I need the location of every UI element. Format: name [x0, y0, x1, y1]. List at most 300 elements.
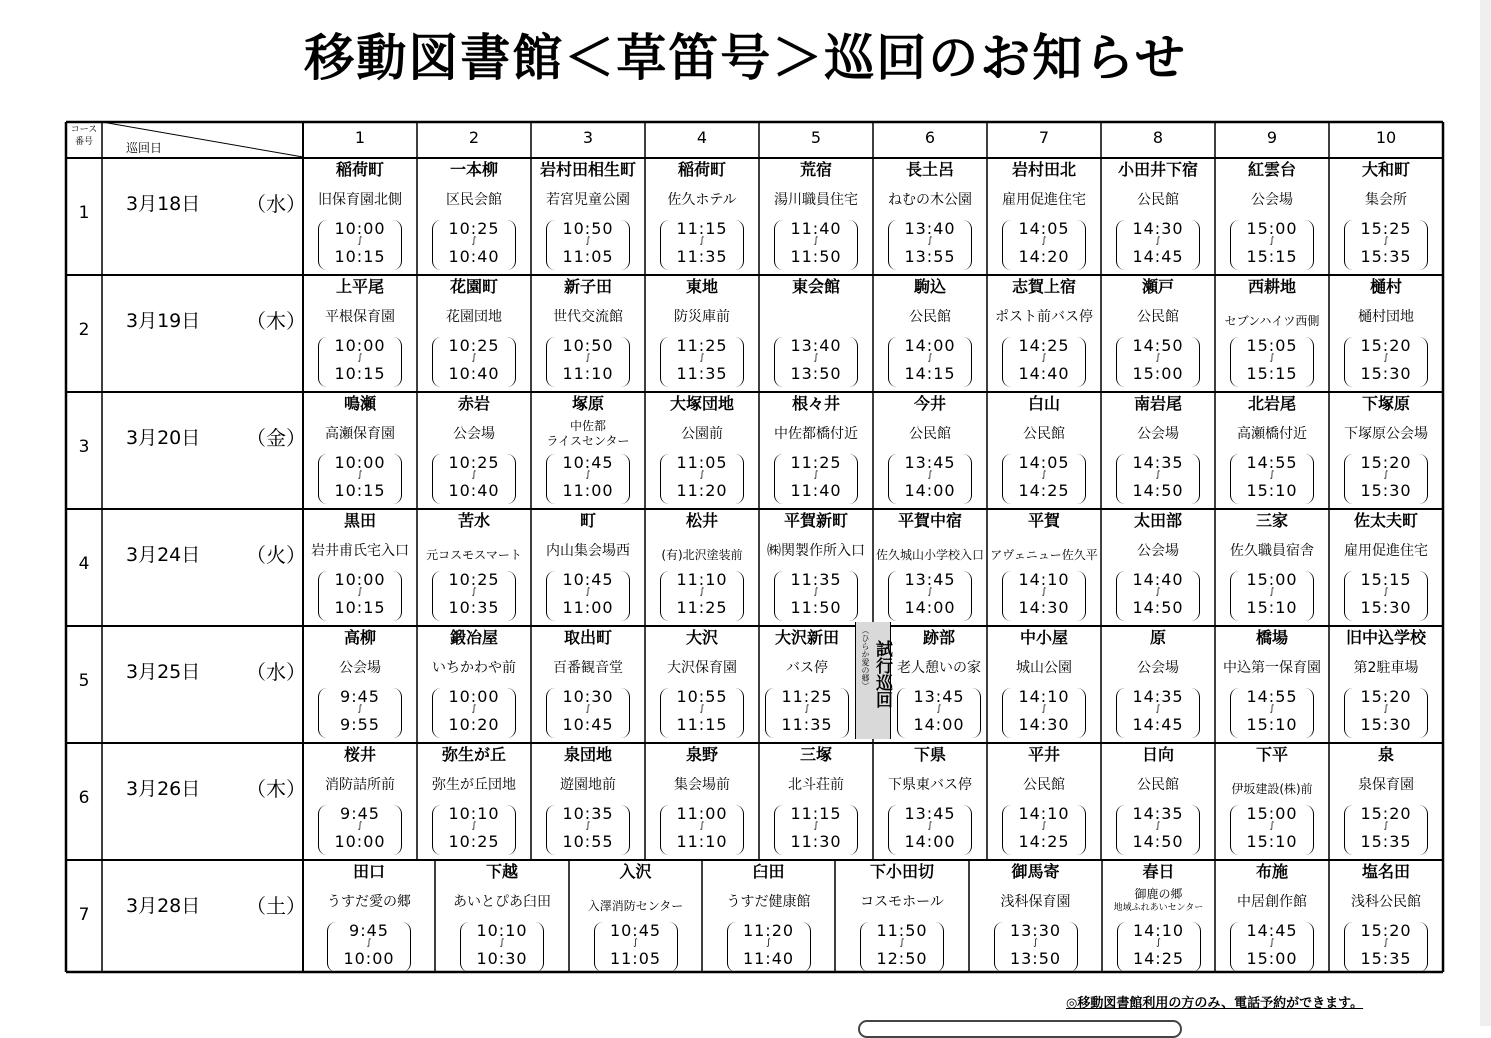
stop-time-range: [1344, 922, 1428, 972]
stop-cell: [873, 743, 987, 858]
stop-location: 公民館: [909, 309, 951, 325]
start-time: 10:30: [562, 687, 614, 706]
end-time: 15:30: [1360, 364, 1412, 383]
end-time: 14:45: [1132, 247, 1184, 266]
stop-time-range: [660, 571, 744, 621]
start-time: 15:25: [1360, 219, 1412, 238]
stop-time-range: [432, 805, 516, 855]
start-time: 14:10: [1018, 804, 1070, 823]
stop-location: あいとぴあ臼田: [453, 894, 551, 910]
stop-location: 公会場: [339, 660, 381, 676]
stop-area-name: 御馬寄: [1011, 862, 1060, 881]
start-time: 10:00: [334, 453, 386, 472]
start-time: 14:10: [1018, 570, 1070, 589]
stop-cell: [417, 626, 531, 741]
time-separator: ∫: [471, 587, 477, 597]
start-time: 10:00: [334, 570, 386, 589]
end-time: 14:25: [1018, 481, 1070, 500]
stop-cell: [645, 743, 759, 858]
end-time: 11:00: [562, 481, 614, 500]
stop-area-name: 赤岩: [457, 394, 490, 413]
start-time: 15:15: [1360, 570, 1412, 589]
stop-location: 公会場: [453, 426, 495, 442]
end-time: 14:30: [1018, 715, 1070, 734]
stop-time-range: [660, 688, 744, 738]
time-separator: ∫: [1269, 821, 1275, 831]
stop-location-line2: ライスセンター: [546, 434, 630, 448]
stop-location: うすだ健康館: [726, 894, 811, 910]
start-time: 13:40: [790, 336, 842, 355]
start-time: 13:40: [904, 219, 956, 238]
stop-area-name: 荒宿: [799, 160, 832, 179]
stop-location: ねむの木公園: [888, 192, 972, 208]
start-time: 14:35: [1132, 804, 1184, 823]
stop-cell: [645, 158, 759, 273]
stop-area-name: 高柳: [343, 628, 376, 647]
stop-cell: [987, 158, 1101, 273]
stop-location: いちかわや前: [432, 660, 516, 676]
stop-time-range: [546, 805, 630, 855]
stop-location: 集会場前: [674, 777, 730, 793]
time-separator: ∫: [1269, 353, 1275, 363]
stop-area-name: 平井: [1027, 745, 1060, 764]
time-separator: ∫: [1041, 353, 1047, 363]
stop-cell: [1215, 158, 1329, 273]
stop-area-name: 大沢: [685, 628, 718, 647]
route-date: 3月26日: [126, 778, 201, 800]
time-separator: ∫: [927, 821, 933, 831]
time-separator: ∫: [1155, 821, 1161, 831]
stop-location: 公会場: [1137, 426, 1179, 442]
course-number: 5: [78, 671, 90, 691]
stop-cell: [1329, 743, 1443, 858]
end-time: 10:00: [334, 832, 386, 851]
start-time: 13:45: [904, 453, 956, 472]
stop-cell: [645, 392, 759, 507]
stop-location: 公民館: [909, 426, 951, 442]
end-time: 14:00: [913, 715, 965, 734]
stop-area-name: 三家: [1255, 511, 1288, 530]
end-time: 14:50: [1132, 481, 1184, 500]
stop-location: 旧保育園北側: [318, 192, 402, 208]
stop-time-range: [774, 220, 858, 270]
stop-cell: [417, 392, 531, 507]
start-time: 9:45: [340, 804, 380, 823]
stop-area-name: 下越: [485, 862, 518, 881]
time-separator: ∫: [471, 470, 477, 480]
column-header-5: 5: [810, 128, 822, 147]
stop-location: 佐久ホテル: [667, 192, 737, 208]
column-header-2: 2: [468, 128, 480, 147]
stop-time-range: [1002, 454, 1086, 504]
end-time: 11:25: [676, 598, 728, 617]
stop-area-name: 太田部: [1133, 511, 1182, 530]
stop-time-range: [1002, 688, 1086, 738]
time-separator: ∫: [927, 353, 933, 363]
stop-location: 平根保育園: [325, 309, 395, 325]
stop-area-name: 大塚団地: [669, 394, 734, 413]
end-time: 15:10: [1246, 598, 1298, 617]
start-time: 13:45: [913, 687, 965, 706]
start-time: 14:55: [1246, 687, 1298, 706]
stop-cell: [531, 158, 645, 273]
end-time: 14:00: [904, 832, 956, 851]
end-time: 11:10: [562, 364, 614, 383]
stop-time-range: [432, 454, 516, 504]
time-separator: ∫: [1383, 353, 1389, 363]
stop-location: 浅科公民館: [1351, 894, 1421, 910]
start-time: 14:30: [1132, 219, 1184, 238]
trial-route-marker: [855, 622, 891, 739]
start-time: 14:55: [1246, 453, 1298, 472]
stop-location: 老人憩いの家: [897, 660, 981, 676]
stop-cell: [1101, 509, 1215, 624]
stop-time-range: [546, 454, 630, 504]
stop-time-range: [1002, 337, 1086, 387]
stop-location: 泉保育園: [1358, 777, 1414, 793]
stop-time-range: [765, 688, 849, 738]
end-time: 10:20: [448, 715, 500, 734]
start-time: 10:00: [448, 687, 500, 706]
stop-area-name: 佐太夫町: [1353, 511, 1418, 530]
time-separator: ∫: [699, 236, 705, 246]
time-separator: ∫: [699, 821, 705, 831]
time-separator: ∫: [585, 353, 591, 363]
time-separator: ∫: [1383, 587, 1389, 597]
stop-location: アヴェニュー佐久平: [990, 548, 1098, 562]
end-time: 11:35: [676, 364, 728, 383]
start-time: 14:50: [1132, 336, 1184, 355]
end-time: 11:50: [790, 598, 842, 617]
stop-cell: [1101, 275, 1215, 390]
route-date: 3月28日: [126, 895, 201, 917]
stop-location: 公会場: [1251, 192, 1293, 208]
end-time: 11:20: [676, 481, 728, 500]
stop-cell: [969, 860, 1102, 975]
stop-time-range: [1230, 220, 1314, 270]
stop-area-name: 下小田切: [869, 862, 934, 881]
stop-time-range: [897, 688, 981, 738]
route-weekday: （火）: [246, 543, 306, 567]
stop-area-name: 根々井: [791, 394, 840, 413]
stop-area-name: 今井: [913, 394, 946, 413]
start-time: 11:20: [742, 921, 795, 940]
stop-area-name: 泉: [1377, 745, 1394, 764]
start-time: 15:20: [1360, 804, 1412, 823]
time-separator: ∫: [927, 587, 933, 597]
stop-time-range: [1230, 571, 1314, 621]
stop-area-name: 橋場: [1255, 628, 1288, 647]
stop-location: 雇用促進住宅: [1344, 543, 1428, 559]
stop-time-range: [546, 337, 630, 387]
stop-cell: [759, 158, 873, 273]
stop-area-name: 岩村田相生町: [539, 160, 636, 179]
stop-area-name: 西耕地: [1247, 277, 1296, 296]
stop-time-range: [1344, 220, 1428, 270]
stop-location: 高瀬保育園: [325, 426, 395, 442]
stop-cell: [1215, 509, 1329, 624]
course-number: 7: [78, 905, 90, 925]
stop-area-name: 臼田: [752, 862, 785, 881]
stop-cell: [987, 275, 1101, 390]
stop-time-range: [1116, 571, 1200, 621]
stop-area-name: 下塚原: [1361, 394, 1410, 413]
stop-time-range: [432, 688, 516, 738]
end-time: 14:00: [904, 598, 956, 617]
stop-area-name: 南岩尾: [1133, 394, 1182, 413]
end-time: 15:35: [1360, 247, 1412, 266]
stop-cell: [1329, 275, 1443, 390]
course-number: 3: [78, 437, 90, 457]
stop-location: 佐久職員宿舎: [1230, 543, 1314, 559]
time-separator: ∫: [1041, 587, 1047, 597]
end-time: 15:10: [1246, 481, 1298, 500]
scrollbar-track[interactable]: [1480, 0, 1491, 1026]
end-time: 14:50: [1132, 832, 1184, 851]
stop-area-name: 稲荷町: [677, 160, 726, 179]
stop-cell: [987, 509, 1101, 624]
start-time: 14:40: [1132, 570, 1184, 589]
stop-area-name: 紅雲台: [1247, 160, 1296, 179]
end-time: 10:35: [448, 598, 500, 617]
start-time: 14:45: [1246, 921, 1298, 940]
stop-cell: [417, 509, 531, 624]
start-time: 9:45: [340, 687, 380, 706]
column-header-3: 3: [582, 128, 594, 147]
start-time: 10:45: [562, 570, 614, 589]
stop-cell: [531, 509, 645, 624]
stop-area-name: 田口: [352, 862, 385, 881]
time-separator: ∫: [585, 821, 591, 831]
stop-time-range: [1116, 454, 1200, 504]
stop-cell: [645, 626, 759, 741]
stop-time-range: [1002, 571, 1086, 621]
stop-area-name: 原: [1149, 628, 1166, 647]
stop-location: 第2駐車場: [1353, 660, 1419, 676]
stop-area-name: 志賀上宿: [1011, 277, 1076, 296]
end-time: 11:05: [562, 247, 614, 266]
stop-location: 公民館: [1137, 777, 1179, 793]
route-date: 3月25日: [126, 661, 201, 683]
stop-area-name: 鍛冶屋: [449, 628, 498, 647]
time-separator: ∫: [585, 236, 591, 246]
start-time: 14:35: [1132, 687, 1184, 706]
time-separator: ∫: [927, 470, 933, 480]
stop-cell: [1329, 158, 1443, 273]
time-separator: ∫: [1269, 470, 1275, 480]
end-time: 14:40: [1018, 364, 1070, 383]
stop-area-name: 町: [579, 511, 596, 530]
stop-cell: [987, 626, 1101, 741]
stop-cell: [1329, 392, 1443, 507]
stop-location: (有)北沢塗装前: [661, 548, 743, 562]
start-time: 11:40: [790, 219, 842, 238]
stop-area-name: 弥生が丘: [441, 745, 506, 764]
stop-time-range: [318, 805, 402, 855]
stop-time-range: [660, 337, 744, 387]
stop-location: 樋村団地: [1358, 309, 1414, 325]
stop-time-range: [546, 688, 630, 738]
stop-time-range: [318, 454, 402, 504]
stop-time-range: [1116, 688, 1200, 738]
stop-area-name: 春日: [1142, 862, 1175, 881]
stop-time-range: [1116, 337, 1200, 387]
page-scrollbar-thumb[interactable]: [858, 1020, 1182, 1038]
column-header-10: 10: [1375, 128, 1397, 147]
end-time: 15:15: [1246, 247, 1298, 266]
stop-location: 防災庫前: [674, 309, 730, 325]
stop-area-name: 布施: [1255, 862, 1288, 881]
stop-area-name: 上平尾: [335, 277, 384, 296]
stop-area-name: 平賀中宿: [897, 511, 962, 530]
stop-time-range: [318, 337, 402, 387]
time-separator: ∫: [1269, 704, 1275, 714]
start-time: 10:55: [676, 687, 728, 706]
end-time: 13:50: [1009, 949, 1062, 968]
stop-cell: [987, 392, 1101, 507]
end-time: 11:35: [676, 247, 728, 266]
stop-location: 公民館: [1023, 777, 1065, 793]
stop-location: 大沢保育園: [667, 660, 737, 676]
stop-cell: [873, 509, 987, 624]
time-separator: ∫: [357, 821, 363, 831]
time-separator: ∫: [1155, 470, 1161, 480]
course-number-header: コース 番号: [70, 125, 98, 147]
stop-cell: [759, 743, 873, 858]
start-time: 15:20: [1360, 336, 1412, 355]
stop-location: 入澤消防センター: [587, 899, 684, 913]
route-weekday: （水）: [246, 660, 306, 684]
time-separator: ∫: [499, 938, 505, 948]
stop-time-range: [994, 922, 1078, 972]
start-time: 14:10: [1132, 921, 1185, 940]
column-header-9: 9: [1266, 128, 1278, 147]
time-separator: ∫: [813, 236, 819, 246]
stop-time-range: [460, 922, 544, 972]
time-separator: ∫: [1155, 353, 1161, 363]
stop-area-name: 小田井下宿: [1117, 160, 1198, 179]
end-time: 10:40: [448, 247, 500, 266]
start-time: 14:05: [1018, 453, 1070, 472]
stop-location-line1: 御鹿の郷: [1134, 887, 1183, 901]
time-separator: ∫: [1041, 821, 1047, 831]
end-time: 14:25: [1132, 949, 1185, 968]
start-time: 14:10: [1018, 687, 1070, 706]
stop-area-name: 長土呂: [905, 160, 954, 179]
stop-location-line1: 中佐都: [569, 419, 606, 433]
stop-area-name: 東会館: [791, 277, 840, 296]
time-separator: ∫: [471, 821, 477, 831]
stop-cell: [873, 275, 987, 390]
stop-time-range: [327, 922, 411, 972]
course-number: 2: [78, 320, 90, 340]
start-time: 11:50: [876, 921, 928, 940]
end-time: 10:55: [562, 832, 614, 851]
stop-time-range: [1230, 337, 1314, 387]
start-time: 15:05: [1246, 336, 1298, 355]
time-separator: ∫: [1383, 938, 1389, 948]
route-date: 3月24日: [126, 544, 201, 566]
stop-area-name: 跡部: [922, 628, 955, 647]
stop-time-range: [546, 220, 630, 270]
stop-area-name: 黒田: [343, 511, 376, 530]
start-time: 13:30: [1009, 921, 1062, 940]
column-header-7: 7: [1038, 128, 1050, 147]
time-separator: ∫: [357, 587, 363, 597]
stop-cell: [435, 860, 569, 975]
footnote: ◎移動図書館利用の方のみ、電話予約ができます。: [1066, 996, 1364, 1011]
stop-time-range: [318, 571, 402, 621]
stop-location: ポスト前バス停: [995, 309, 1093, 325]
stop-area-name: 日向: [1141, 745, 1174, 764]
time-separator: ∫: [471, 236, 477, 246]
time-separator: ∫: [1041, 704, 1047, 714]
start-time: 11:15: [676, 219, 728, 238]
end-time: 11:00: [562, 598, 614, 617]
stop-time-range: [1116, 805, 1200, 855]
stop-location: セブンハイツ西側: [1224, 314, 1320, 328]
stop-time-range: [546, 571, 630, 621]
route-date: 3月19日: [126, 310, 201, 332]
end-time: 13:50: [790, 364, 842, 383]
stop-area-name: 旧中込学校: [1345, 628, 1426, 647]
time-separator: ∫: [633, 938, 638, 948]
stop-location: 岩井甫氏宅入口: [311, 543, 409, 559]
end-time: 12:50: [876, 949, 928, 968]
stop-cell: [531, 275, 645, 390]
stop-location: 雇用促進住宅: [1002, 192, 1086, 208]
stop-location: 下塚原公会場: [1344, 426, 1428, 442]
stop-cell: [1329, 509, 1443, 624]
time-separator: ∫: [699, 353, 705, 363]
stop-location: 伊坂建設(株)前: [1231, 782, 1313, 796]
start-time: 10:00: [334, 219, 386, 238]
date-header: 巡回日: [126, 141, 163, 155]
end-time: 14:00: [904, 481, 956, 500]
stop-location: 中居創作館: [1237, 894, 1307, 910]
stop-area-name: 下県: [913, 745, 946, 764]
stop-location: 高瀬橋付近: [1237, 426, 1307, 442]
end-time: 15:00: [1246, 949, 1298, 968]
route-weekday: （金）: [246, 426, 306, 450]
stop-location: バス停: [786, 660, 828, 676]
time-separator: ∫: [1269, 587, 1275, 597]
stop-cell: [987, 743, 1101, 858]
stop-location: 公民館: [1023, 426, 1065, 442]
end-time: 10:15: [334, 598, 386, 617]
stop-time-range: [774, 454, 858, 504]
time-separator: ∫: [699, 470, 705, 480]
page-title: 移動図書館＜草笛号＞巡回のお知らせ: [304, 29, 1187, 87]
stop-cell: [417, 275, 531, 390]
stop-location: 下県東バス停: [888, 777, 972, 793]
end-time: 15:30: [1360, 481, 1412, 500]
end-time: 15:15: [1246, 364, 1298, 383]
time-separator: ∫: [899, 938, 905, 948]
time-separator: ∫: [927, 236, 933, 246]
end-time: 10:15: [334, 481, 386, 500]
time-separator: ∫: [471, 353, 477, 363]
stop-cell: [1101, 626, 1215, 741]
stop-area-name: 樋村: [1369, 277, 1402, 296]
end-time: 15:00: [1132, 364, 1184, 383]
end-time: 15:10: [1246, 715, 1298, 734]
time-separator: ∫: [1041, 236, 1047, 246]
time-separator: ∫: [699, 704, 705, 714]
end-time: 10:25: [448, 832, 500, 851]
stop-location: 消防詰所前: [325, 777, 395, 793]
time-separator: ∫: [357, 236, 363, 246]
